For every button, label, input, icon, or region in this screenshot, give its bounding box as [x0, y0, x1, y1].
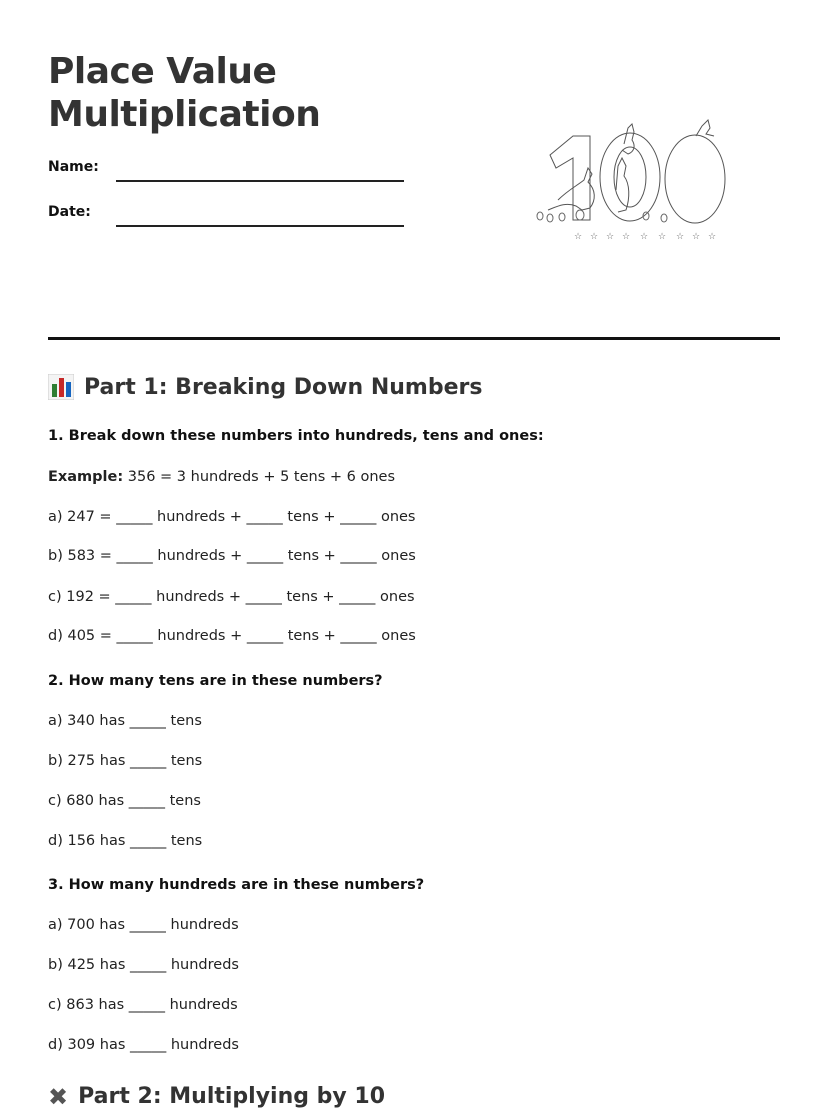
name-field-line[interactable] — [116, 180, 404, 182]
title-line-2: Multiplication — [48, 94, 321, 135]
question-1-item: d) 405 = _____ hundreds + _____ tens + _____ ones — [48, 628, 416, 644]
bar-chart-icon — [48, 374, 74, 400]
hundred-kangaroo-illustration — [518, 50, 738, 250]
svg-text:☆: ☆ — [658, 232, 667, 242]
name-label: Name: — [48, 159, 99, 175]
question-2-item: a) 340 has _____ tens — [48, 713, 202, 729]
title-line-1: Place Value — [48, 51, 277, 92]
date-field-line[interactable] — [116, 225, 404, 227]
example-line — [48, 469, 395, 485]
question-2-prompt: 2. How many tens are in these numbers? — [48, 673, 383, 689]
part1-heading-text: Part 1: Breaking Down Numbers — [84, 374, 483, 400]
part2-heading — [48, 1084, 385, 1109]
worksheet-title — [48, 50, 320, 136]
question-1-item: a) 247 = _____ hundreds + _____ tens + _____ ones — [48, 509, 416, 525]
part2-heading-text: Part 2: Multiplying by 10 — [78, 1084, 386, 1109]
question-1-item: b) 583 = _____ hundreds + _____ tens + _____ ones — [48, 548, 416, 564]
question-2-item: d) 156 has _____ tens — [48, 833, 203, 849]
question-1-item: c) 192 = _____ hundreds + _____ tens + _____ ones — [48, 589, 415, 605]
question-3-item: c) 863 has _____ hundreds — [48, 997, 238, 1013]
question-2-item: b) 275 has _____ tens — [48, 753, 203, 769]
question-1-prompt: 1. Break down these numbers into hundreds, tens and ones: — [48, 428, 544, 444]
svg-text:☆: ☆ — [606, 232, 615, 242]
svg-text:☆: ☆ — [622, 232, 631, 242]
question-3-prompt: 3. How many hundreds are in these numbers? — [48, 877, 425, 893]
part1-heading — [48, 374, 482, 400]
example-text: 356 = 3 hundreds + 5 tens + 6 ones — [123, 469, 396, 485]
question-3-item: b) 425 has _____ hundreds — [48, 957, 239, 973]
svg-text:☆: ☆ — [676, 232, 685, 242]
question-3-item: a) 700 has _____ hundreds — [48, 917, 239, 933]
svg-text:☆: ☆ — [708, 232, 717, 242]
svg-text:☆: ☆ — [692, 232, 701, 242]
multiply-x-icon: ✖ — [48, 1082, 69, 1111]
date-label: Date: — [48, 204, 91, 220]
svg-text:☆: ☆ — [640, 232, 649, 242]
question-2-item: c) 680 has _____ tens — [48, 793, 201, 809]
svg-text:☆: ☆ — [590, 232, 599, 242]
example-label: Example: — [48, 469, 124, 485]
question-3-item: d) 309 has _____ hundreds — [48, 1037, 239, 1053]
svg-text:☆: ☆ — [574, 232, 583, 242]
section-divider — [48, 337, 780, 340]
